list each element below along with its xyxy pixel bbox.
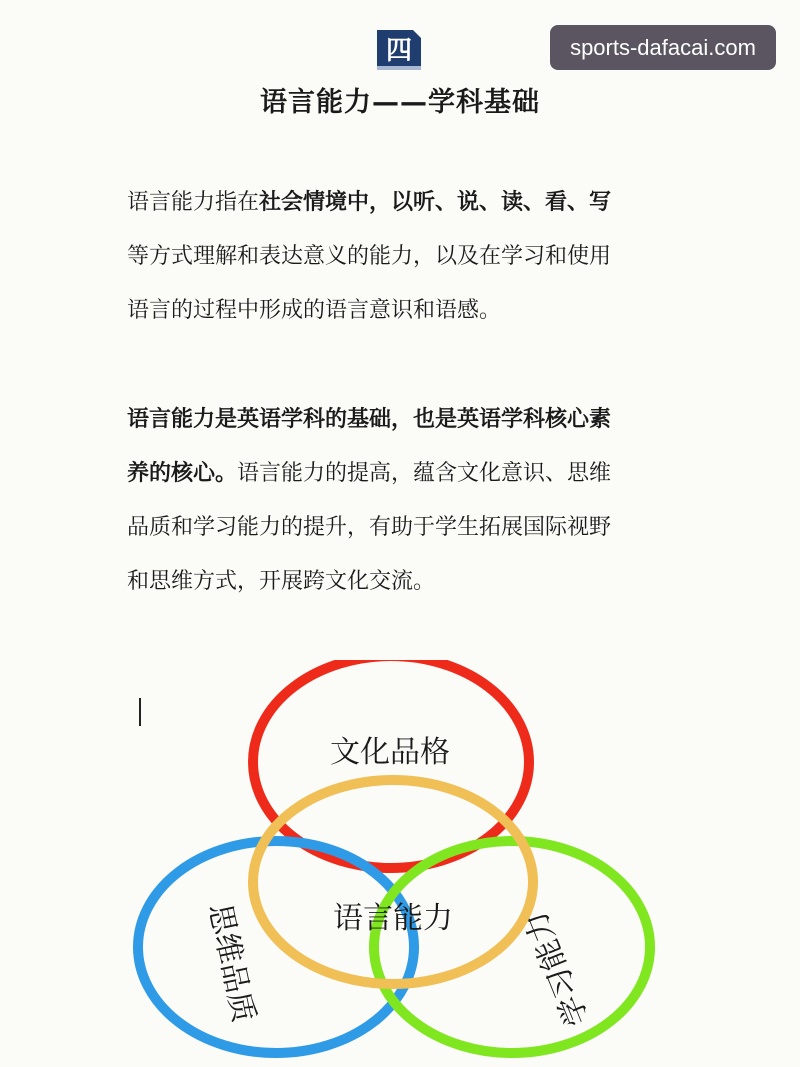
paragraph-line [127,447,687,501]
paragraph-line: 和思维方式，开展跨文化交流。 [127,569,436,594]
paragraph-line [127,393,687,447]
line-bold-text: 语言能力是英语学科的基础，也是英语学科核心素 [127,407,612,432]
paragraph-line: 品质和学习能力的提升，有助于学生拓展国际视野 [127,515,612,540]
learning-label: 学习能力 [518,906,596,1031]
paragraph-foundation [127,393,687,609]
paragraph-line: 等方式理解和表达意义的能力，以及在学习和使用 [127,244,612,269]
section-numeral-badge [377,30,421,70]
paragraph-line: 语言的过程中形成的语言意识和语感。 [127,298,502,323]
venn-diagram [0,660,800,1067]
line-bold-text: 养的核心。 [127,461,238,486]
line-text: 语言能力的提高，蕴含文化意识、思维 [237,461,612,486]
line-text: 语言能力指在 [127,190,260,215]
watermark-text: sports-dafacai.com [570,34,756,60]
language-circle [253,780,533,984]
language-label: 语言能力 [333,901,453,936]
culture-label: 文化品格 [330,735,450,770]
paragraph-definition [127,176,687,338]
line-bold-text: 社会情境中，以听、说、读、看、写 [259,190,612,215]
section-numeral: 四 [385,35,412,66]
watermark-badge [550,25,776,70]
page-title: 语言能力——学科基础 [260,87,540,118]
paragraph-line [127,176,687,230]
thinking-label: 思维品质 [201,900,261,1026]
